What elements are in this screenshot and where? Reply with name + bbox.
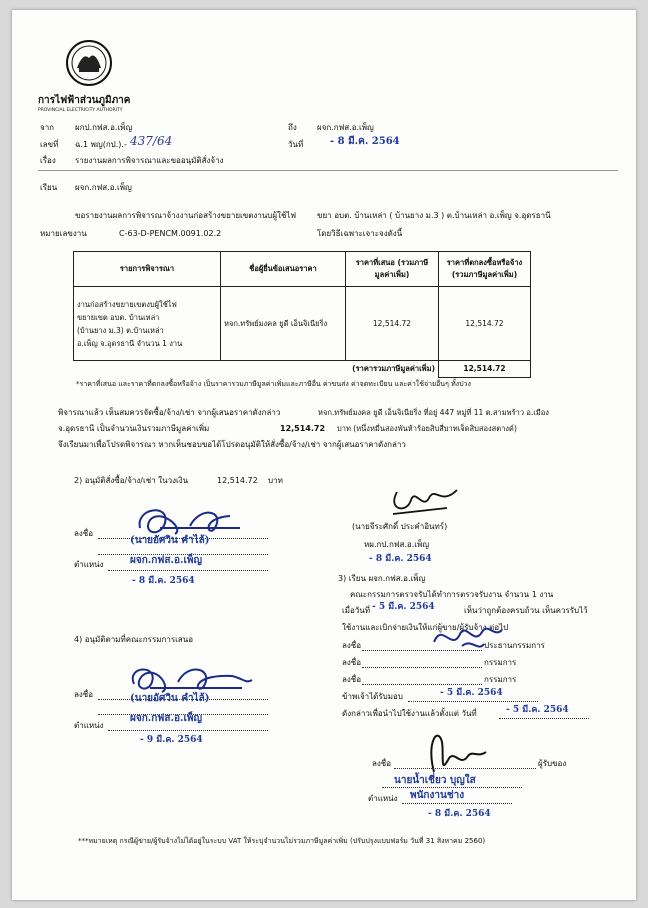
sec3-member: กรรมการ [484,658,517,667]
sec4-sign-label: ลงชื่อ [74,690,94,699]
offered-cell: 12,514.72 [346,287,439,361]
accept-line [408,701,538,702]
consider-line1-right: หจก.ทรัพย์มงคล ยูดี เอ็นจิเนียริ่ง ที่อยู่ 447 หมู่ที่ 11 ต.สามพร้าว อ.เมือง [318,408,549,417]
org-name-th: การไฟฟ้าส่วนภูมิภาค [38,95,131,106]
subject-value: รายงานผลการพิจารณาและขออนุมัติสั่งจ้าง [75,156,224,165]
sec3-line4: ใช้งานและเบิกจ่ายเงินให้แก่ผู้ขาย/ผู้รับจ้าง ต่อไป [342,623,509,632]
requester-date-stamp: - 8 มี.ค. 2564 [369,554,432,564]
requester-position: หผ.กป.กฟส.อ.เพ็ญ [364,540,430,549]
table-header-row [74,252,531,287]
position-line [108,570,268,571]
intro-line1-right: ขยา อบต. บ้านเหล่า ( บ้านยาง ม.3 ) ต.บ้านเหล่า อ.เพ็ญ จ.อุดรธานี [317,211,551,220]
table-row [74,287,531,361]
job-label: หมายเลขงาน [40,229,87,238]
subject-label: เรื่อง [40,156,56,165]
receiver-position-label: ตำแหน่ง [368,794,398,803]
sig-line [362,667,482,668]
consider-line2-right: บาท (หนึ่งหมื่นสองพันห้าร้อยสิบสี่บาทเจ็ดสิบสองสตางค์) [337,424,517,433]
col-offered: ราคาที่เสนอ (รวมภาษีมูลค่าเพิ่ม) [346,252,439,287]
sec3-sign-label: ลงชื่อ [342,658,362,667]
from-value: ผกป.กฟส.อ.เพ็ญ [75,123,133,132]
sec3-chair: ประธานกรรมการ [484,641,545,650]
vendor-cell: หจก.ทรัพย์มงคล ยูดี เอ็นจิเนียริ่ง [221,287,346,361]
receiver-sign-label: ลงชื่อ [372,759,392,768]
sec3-line1: 3) เรียน ผจก.กฟส.อ.เพ็ญ [338,574,426,583]
signature-icon [412,722,492,778]
ref-value: ฉ.1 พญ(กป.).- [75,140,127,149]
sec3-accept-label: ข้าพเจ้าได้รับมอบ [342,692,403,701]
ref-label: เลขที่ [40,140,59,149]
sec2-name-stamp: (นายอัศวิน คำไล้) [130,535,210,546]
receiver-date-stamp: - 8 มี.ค. 2564 [428,809,491,819]
sec3-sign-label: ลงชื่อ [342,641,362,650]
sec3-line3-right: เห็นว่าถูกต้องครบถ้วน เห็นควรรับไว้ [464,606,588,615]
agreed-cell: 12,514.72 [439,287,531,361]
col-agreed: ราคาที่ตกลงซื้อหรือจ้าง (รวมภาษีมูลค่าเพิ่ม) [439,252,531,287]
to-label: ถึง [288,123,297,132]
date-stamp: - 8 มี.ค. 2564 [330,136,400,147]
sec2-position-stamp: ผจก.กฟส.อ.เพ็ญ [130,555,202,566]
document-page [12,10,636,900]
sec3-record-date: - 5 มี.ค. 2564 [506,705,569,715]
position-line [108,730,268,731]
sec4-date-stamp: - 9 มี.ค. 2564 [140,735,203,745]
sec2-position-label: ตำแหน่ง [74,560,104,569]
consider-line2: จ.อุดรธานี เป็นจำนวนเงินรวมภาษีมูลค่าเพิ่ม [58,424,210,433]
sec3-member: กรรมการ [484,675,517,684]
item-line: อ.เพ็ญ จ.อุดรธานี จำนวน 1 งาน [77,338,183,348]
footnote: ***หมายเหตุ กรณีผู้ขาย/ผู้รับจ้างไม่ได้อยู่ในระบบ VAT ให้ระบุจำนวนไม่รวมภาษีมูลค่าเพิ่ม (ปรับปรุงแบบฟอร์ม วันที่ 31 สิงหาคม 2560) [78,837,486,845]
item-line: (บ้านยาง ม.3) ต.บ้านเหล่า [77,325,164,335]
receiver-role: ผู้รับของ [538,759,567,768]
sec4-name-stamp: (นายอัศวิน คำไล้) [130,693,210,704]
date-label: วันที่ [288,140,304,149]
org-name-en: PROVINCIAL ELECTRICITY AUTHORITY [38,108,123,113]
sec3-line2: คณะกรรมการตรวจรับได้ทำการตรวจรับงาน จำนวน 1 งาน [350,590,554,599]
total-label: (ราคารวมภาษีมูลค่าเพิ่ม) [74,361,439,378]
col-item: รายการพิจารณา [74,252,221,287]
table-total-row [74,361,531,378]
col-vendor: ชื่อผู้ยื่นข้อเสนอราคา [221,252,346,287]
total-value: 12,514.72 [439,361,531,378]
sec4-position-label: ตำแหน่ง [74,721,104,730]
name-line [382,787,522,788]
sec2-unit: บาท [268,476,283,485]
sec3-date-label: เมื่อวันที่ [342,606,371,615]
sec3-date-stamp: - 5 มี.ค. 2564 [372,602,435,612]
item-cell [74,287,221,361]
attn-value: ผจก.กฟส.อ.เพ็ญ [75,183,132,192]
signature-icon [122,658,262,698]
sec2-sign-label: ลงชื่อ [74,529,94,538]
requester-name: (นายจีระศักดิ์ ประคำอินทร์) [352,522,448,531]
consider-amount: 12,514.72 [280,424,326,433]
item-line: งานก่อสร้างขยายเขตงบผู้ใช้ไฟ [77,299,177,309]
job-value: C-63-D-PENCM.0091.02.2 [119,229,222,238]
quote-table [73,251,531,378]
record-line [499,718,589,719]
attn-label: เรียน [40,183,58,192]
receiver-position-stamp: พนักงานช่าง [410,790,465,801]
from-label: จาก [40,123,55,132]
intro-line1: ขอรายงานผลการพิจารณาจ้างงานก่อสร้างขยายเขตงานบผู้ใช้ไฟ [75,211,297,220]
sec2-label: 2) อนุมัติสั่งซื้อ/จ้าง/เช่า ในวงเงิน [74,476,189,485]
receiver-name-stamp: นายน้ำเชี่ยว บุญใส [394,775,476,786]
consider-line3: จึงเรียนมาเพื่อโปรดพิจารณา หากเห็นชอบขอได้โปรดอนุมัติให้สั่งซื้อ/จ้าง/เช่า จากผู้เสนอราคาดังกล่าว [58,440,406,449]
sig-line [362,650,482,651]
sec3-sign-label: ลงชื่อ [342,675,362,684]
sig-line [362,684,482,685]
to-value: ผจก.กฟส.อ.เพ็ญ [317,123,374,132]
ref-handwritten: 437/64 [130,134,173,148]
consider-line1: พิจารณาแล้ว เห็นสมควรจัดซื้อ/จ้าง/เช่า จากผู้เสนอราคาดังกล่าว [58,408,281,417]
sig-line [394,768,536,769]
sec4-position-stamp: ผจก.กฟส.อ.เพ็ญ [130,713,202,724]
vat-note: *ราคาที่เสนอ และราคาที่ตกลงซื้อหรือจ้าง เป็นราคารวมภาษีมูลค่าเพิ่มและภาษีอื่น ค่าขนส่ง ค่าจดทะเบียน และค่าใช้จ่ายอื่นๆ ทั้งปวง [76,380,471,388]
sec2-date-stamp: - 8 มี.ค. 2564 [132,576,195,586]
signature-icon [377,480,467,520]
sec3-record-label: ดังกล่าวเพื่อนำไปใช้งานแล้วตั้งแต่ วันที่ [342,709,477,718]
sec2-amount: 12,514.72 [217,476,258,485]
item-line: ขยายเขต อบต. บ้านเหล่า [77,312,160,322]
position-line [402,803,512,804]
header-divider [38,170,618,171]
pea-logo [65,38,113,88]
method-text: โดยวิธีเฉพาะเจาะจงดังนี้ [317,229,403,238]
sec3-accept-date: - 5 มี.ค. 2564 [440,688,503,698]
sec4-label: 4) อนุมัติตามที่คณะกรรมการเสนอ [74,635,194,644]
